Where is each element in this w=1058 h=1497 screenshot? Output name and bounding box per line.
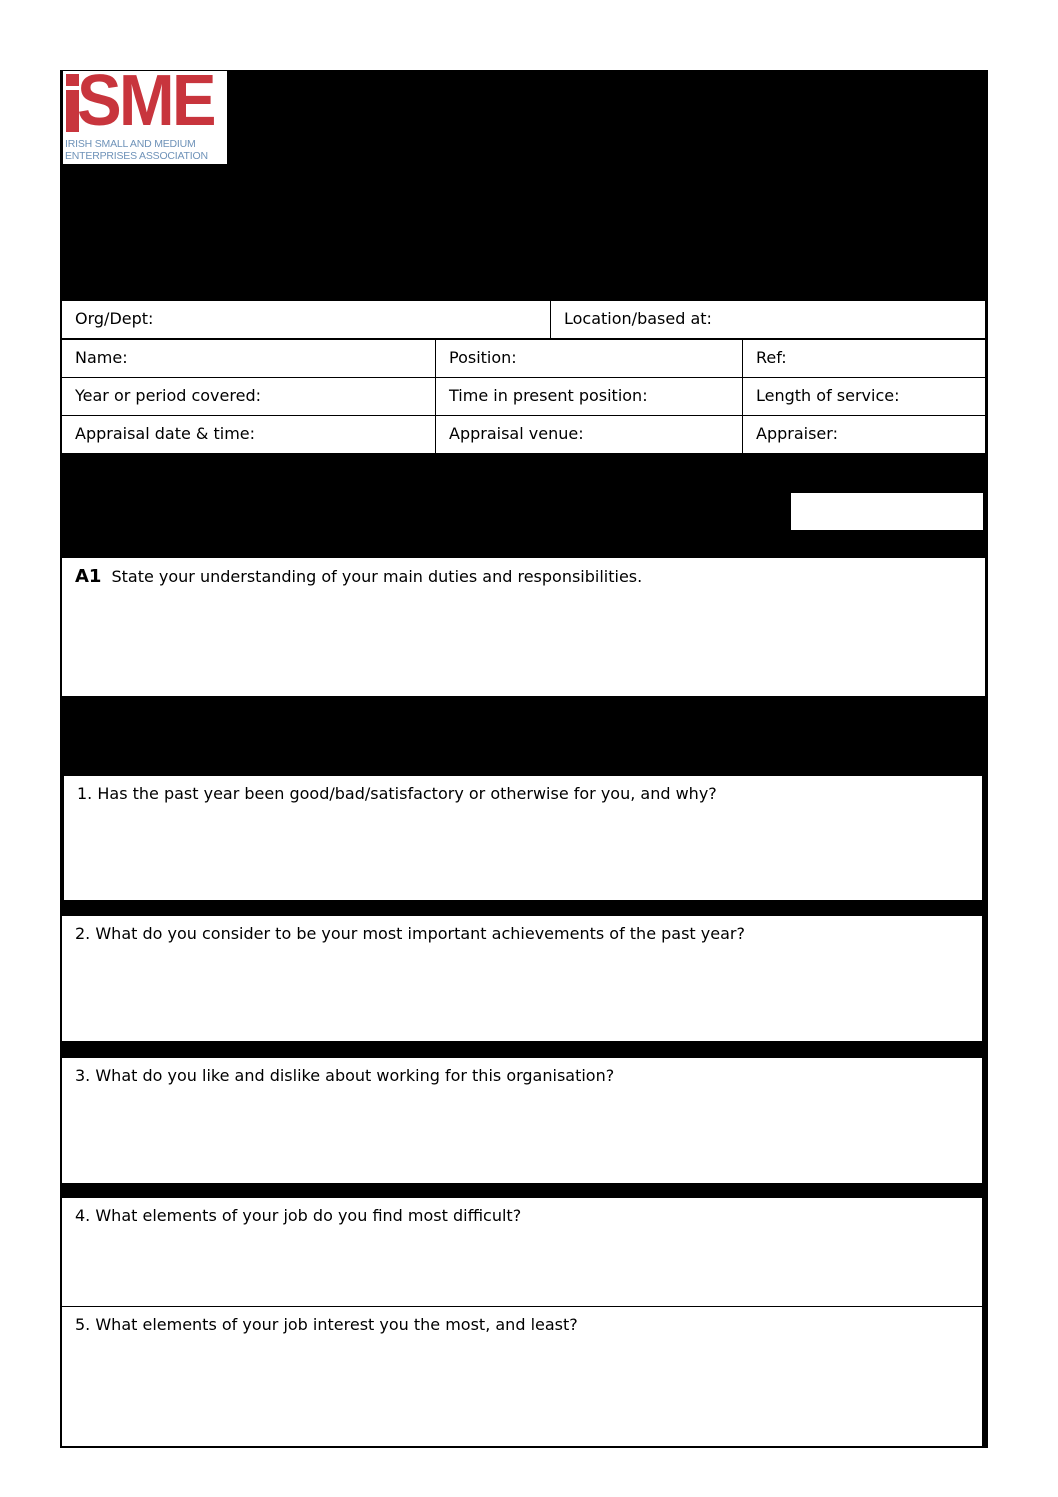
a1-question: State your understanding of your main duties and responsibilities. bbox=[111, 567, 643, 586]
location-field[interactable] bbox=[550, 300, 986, 339]
appraisal-venue-label: Appraisal venue: bbox=[449, 424, 584, 443]
name-label: Name: bbox=[75, 348, 128, 367]
position-label: Position: bbox=[449, 348, 517, 367]
a1-number: A1 bbox=[75, 566, 102, 587]
logo-subtitle-line1: IRISH SMALL AND MEDIUM bbox=[65, 138, 196, 150]
question-2-text: 2. What do you consider to be your most important achievements of the past year? bbox=[75, 924, 745, 943]
org-dept-field[interactable] bbox=[61, 300, 551, 339]
a1-answer-box[interactable] bbox=[61, 557, 986, 697]
question-4-text: 4. What elements of your job do you find most difficult? bbox=[75, 1206, 522, 1225]
question-5-box[interactable] bbox=[61, 1306, 983, 1446]
name-field[interactable] bbox=[61, 339, 436, 378]
appraiser-label: Appraiser: bbox=[756, 424, 838, 443]
question-1-text: 1. Has the past year been good/bad/satisfactory or otherwise for you, and why? bbox=[77, 784, 717, 803]
appraisal-date-field[interactable] bbox=[61, 415, 436, 454]
isme-logo bbox=[63, 71, 227, 164]
appraisal-date-label: Appraisal date & time: bbox=[75, 424, 256, 443]
period-field[interactable] bbox=[61, 377, 436, 416]
length-of-service-label: Length of service: bbox=[756, 386, 900, 405]
position-field[interactable] bbox=[435, 339, 743, 378]
question-2-box[interactable] bbox=[61, 915, 983, 1042]
time-in-position-field[interactable] bbox=[435, 377, 743, 416]
logo-wordmark: SME bbox=[77, 71, 214, 141]
appraisal-venue-field[interactable] bbox=[435, 415, 743, 454]
time-in-position-label: Time in present position: bbox=[449, 386, 648, 405]
length-of-service-field[interactable] bbox=[742, 377, 986, 416]
question-3-box[interactable] bbox=[61, 1057, 983, 1184]
question-3-text: 3. What do you like and dislike about working for this organisation? bbox=[75, 1066, 615, 1085]
org-dept-label: Org/Dept: bbox=[75, 309, 154, 328]
question-5-text: 5. What elements of your job interest you the most, and least? bbox=[75, 1315, 578, 1334]
question-4-box[interactable] bbox=[61, 1197, 983, 1307]
section-header-input-box[interactable] bbox=[791, 493, 983, 530]
period-label: Year or period covered: bbox=[75, 386, 261, 405]
ref-label: Ref: bbox=[756, 348, 787, 367]
question-1-box[interactable] bbox=[63, 775, 983, 901]
ref-field[interactable] bbox=[742, 339, 986, 378]
appraiser-field[interactable] bbox=[742, 415, 986, 454]
logo-subtitle-line2: ENTERPRISES ASSOCIATION bbox=[65, 150, 208, 162]
location-label: Location/based at: bbox=[564, 309, 712, 328]
